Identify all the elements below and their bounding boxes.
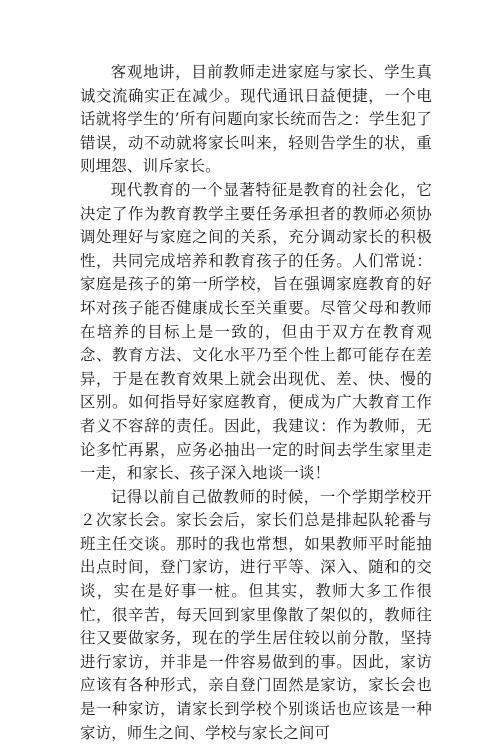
document-body (80, 61, 432, 745)
paragraph-2: 现代教育的一个显著特征是教育的社会化，它决定了作为教育教学主要任务承担者的教师必须协调处理好与家庭之间的关系，充分调动家长的积极性，共同完成培养和教育孩子的任务。人们常说：家庭是孩子的第一所学校，旨在强调家庭教育的好坏对孩子能否健康成长至关重要。尽管父母和教师在培养的目标上是一致的，但由于双方在教育观念、教育方法、文化水平乃至个性上都可能存在差异，于是在教育效果上就会出现优、差、快、慢的区别。如何指导好家庭教育，便成为广大教育工作者义不容辞的责任。因此，我建议：作为教师，无论多忙再累，应务必抽出一定的时间去学生家里走一走，和家长、孩子深入地谈一谈！ (80, 180, 432, 483)
paragraph-3: 记得以前自己做教师的时候，一个学期学校开２次家长会。家长会后，家长们总是排起队轮番与班主任交谈。那时的我也常想，如果教师平时能抽出点时间，登门家访，进行平等、深入、随和的交谈，实在是好事一桩。但其实，教师大多工作很忙，很辛苦，每天回到家里像散了架似的，教师往往又要做家务，现在的学生居住较以前分散，坚持进行家访，并非是一件容易做到的事。因此，家访应该有各种形式，亲自登门固然是家访，家长会也是一种家访，请家长到学校个别谈话也应该是一种家访，师生之间、学校与家长之间可 (80, 487, 432, 742)
paragraph-1: 客观地讲，目前教师走进家庭与家长、学生真诚交流确实正在减少。现代通讯日益便捷，一个电话就将学生的’所有问题向家长统而告之：学生犯了错误，动不动就将家长叫来，轻则告学生的状，重则埋怨、训斥家长。 (80, 63, 432, 176)
